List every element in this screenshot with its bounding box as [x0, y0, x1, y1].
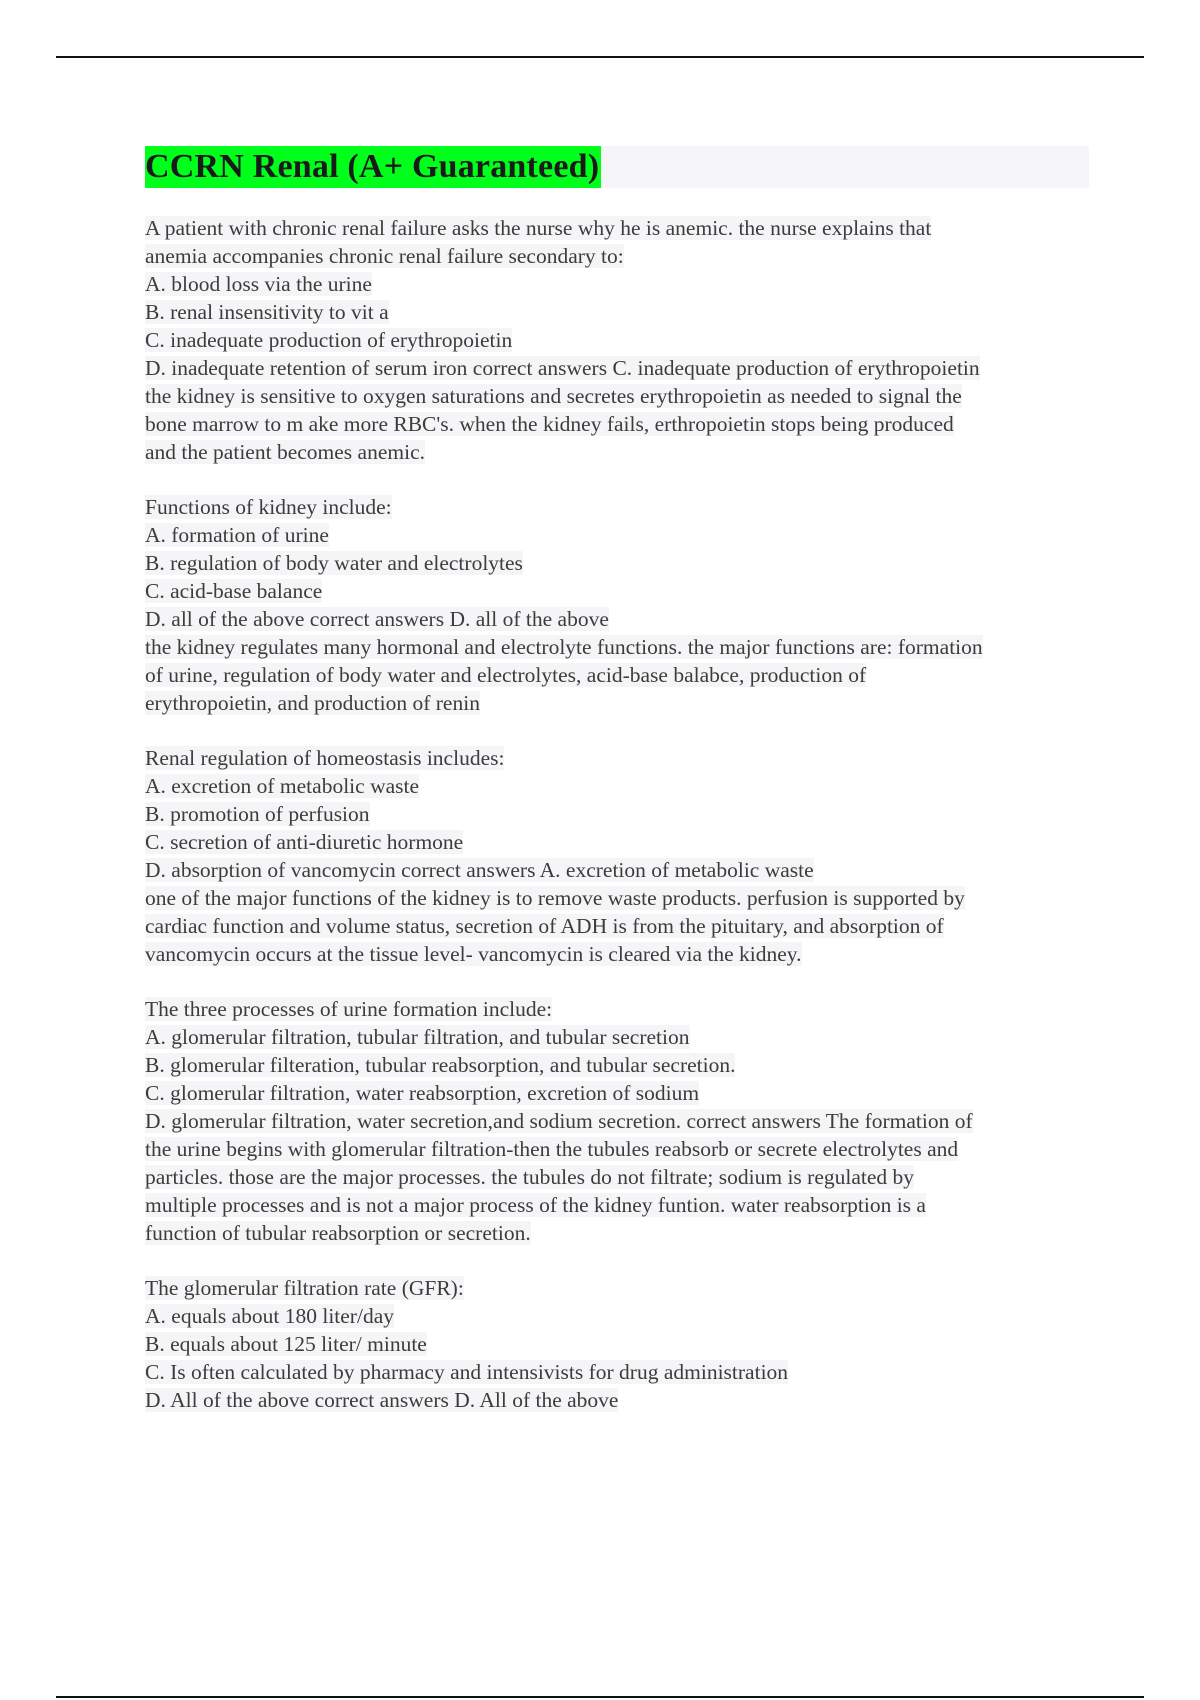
text-line — [145, 1274, 1089, 1302]
text-line — [145, 438, 1089, 466]
text-line-content: D. All of the above correct answers D. All of the above — [145, 1388, 619, 1412]
document-body — [145, 146, 1089, 1414]
text-line-content: B. promotion of perfusion — [145, 802, 370, 826]
text-line-content: one of the major functions of the kidney is to remove waste products. perfusion is supported by — [145, 886, 965, 910]
text-line — [145, 1302, 1089, 1330]
text-line-content: Renal regulation of homeostasis includes: — [145, 746, 505, 770]
text-line-content: particles. those are the major processes. the tubules do not filtrate; sodium is regulated by — [145, 1165, 915, 1189]
text-line-content: erythropoietin, and production of renin — [145, 691, 480, 715]
text-line-content: A patient with chronic renal failure asks the nurse why he is anemic. the nurse explains that — [145, 216, 932, 240]
text-line — [145, 661, 1089, 689]
text-line — [145, 995, 1089, 1023]
text-line — [145, 1023, 1089, 1051]
text-line-content: A. equals about 180 liter/day — [145, 1304, 394, 1328]
question-block — [145, 744, 1089, 968]
text-line-content: cardiac function and volume status, secretion of ADH is from the pituitary, and absorption of — [145, 914, 944, 938]
title-band — [145, 146, 1089, 188]
text-line — [145, 800, 1089, 828]
text-line — [145, 1219, 1089, 1247]
text-line — [145, 1107, 1089, 1135]
text-line-content: anemia accompanies chronic renal failure secondary to: — [145, 244, 624, 268]
text-line — [145, 521, 1089, 549]
text-line — [145, 1386, 1089, 1414]
text-line-content: the urine begins with glomerular filtration-then the tubules reabsorb or secrete electrolytes and — [145, 1137, 959, 1161]
text-line-content: function of tubular reabsorption or secretion. — [145, 1221, 531, 1245]
text-line — [145, 605, 1089, 633]
text-line — [145, 633, 1089, 661]
bottom-rule — [56, 1696, 1144, 1698]
text-line — [145, 214, 1089, 242]
text-line-content: B. regulation of body water and electrolytes — [145, 551, 523, 575]
text-line — [145, 884, 1089, 912]
text-line-content: C. Is often calculated by pharmacy and intensivists for drug administration — [145, 1360, 789, 1384]
text-line-content: vancomycin occurs at the tissue level- vancomycin is cleared via the kidney. — [145, 942, 802, 966]
text-line — [145, 1051, 1089, 1079]
text-line — [145, 689, 1089, 717]
question-block — [145, 493, 1089, 717]
text-line-content: Functions of kidney include: — [145, 495, 392, 519]
text-line — [145, 1163, 1089, 1191]
text-line-content: the kidney is sensitive to oxygen saturations and secretes erythropoietin as needed to signal the — [145, 384, 962, 408]
text-line — [145, 1079, 1089, 1107]
text-line-content: The glomerular filtration rate (GFR): — [145, 1276, 464, 1300]
text-line — [145, 828, 1089, 856]
document-title: CCRN Renal (A+ Guaranteed) — [145, 146, 601, 188]
text-line — [145, 382, 1089, 410]
text-line — [145, 410, 1089, 438]
text-line — [145, 242, 1089, 270]
text-line-content: C. glomerular filtration, water reabsorption, excretion of sodium — [145, 1081, 700, 1105]
text-line-content: A. excretion of metabolic waste — [145, 774, 420, 798]
text-line-content: of urine, regulation of body water and electrolytes, acid-base balabce, production of — [145, 663, 867, 687]
text-line — [145, 577, 1089, 605]
text-line-content: C. acid-base balance — [145, 579, 323, 603]
text-line — [145, 1330, 1089, 1358]
text-line-content: C. inadequate production of erythropoietin — [145, 328, 513, 352]
text-line-content: D. absorption of vancomycin correct answers A. excretion of metabolic waste — [145, 858, 814, 882]
text-line — [145, 298, 1089, 326]
text-line — [145, 856, 1089, 884]
text-line — [145, 744, 1089, 772]
text-line — [145, 772, 1089, 800]
text-line-content: multiple processes and is not a major process of the kidney funtion. water reabsorption is a — [145, 1193, 926, 1217]
question-list — [145, 214, 1089, 1414]
text-line — [145, 912, 1089, 940]
text-line-content: D. all of the above correct answers D. all of the above — [145, 607, 609, 631]
text-line — [145, 1358, 1089, 1386]
text-line-content: B. equals about 125 liter/ minute — [145, 1332, 427, 1356]
text-line-content: The three processes of urine formation include: — [145, 997, 553, 1021]
text-line-content: bone marrow to m ake more RBC's. when the kidney fails, erthropoietin stops being produced — [145, 412, 954, 436]
text-line-content: A. formation of urine — [145, 523, 329, 547]
text-line-content: C. secretion of anti-diuretic hormone — [145, 830, 464, 854]
question-block — [145, 995, 1089, 1247]
text-line — [145, 354, 1089, 382]
text-line-content: the kidney regulates many hormonal and electrolyte functions. the major functions are: formation — [145, 635, 983, 659]
text-line-content: D. glomerular filtration, water secretion,and sodium secretion. correct answers The formation of — [145, 1109, 973, 1133]
text-line-content: B. glomerular filteration, tubular reabsorption, and tubular secretion. — [145, 1053, 736, 1077]
text-line — [145, 1135, 1089, 1163]
text-line — [145, 940, 1089, 968]
text-line-content: D. inadequate retention of serum iron correct answers C. inadequate production of erythropoietin — [145, 356, 980, 380]
text-line — [145, 493, 1089, 521]
text-line-content: and the patient becomes anemic. — [145, 440, 425, 464]
text-line — [145, 549, 1089, 577]
text-line — [145, 270, 1089, 298]
text-line-content: A. glomerular filtration, tubular filtration, and tubular secretion — [145, 1025, 690, 1049]
text-line — [145, 326, 1089, 354]
question-block — [145, 1274, 1089, 1414]
question-block — [145, 214, 1089, 466]
text-line-content: A. blood loss via the urine — [145, 272, 372, 296]
top-rule — [56, 56, 1144, 58]
text-line-content: B. renal insensitivity to vit a — [145, 300, 389, 324]
text-line — [145, 1191, 1089, 1219]
